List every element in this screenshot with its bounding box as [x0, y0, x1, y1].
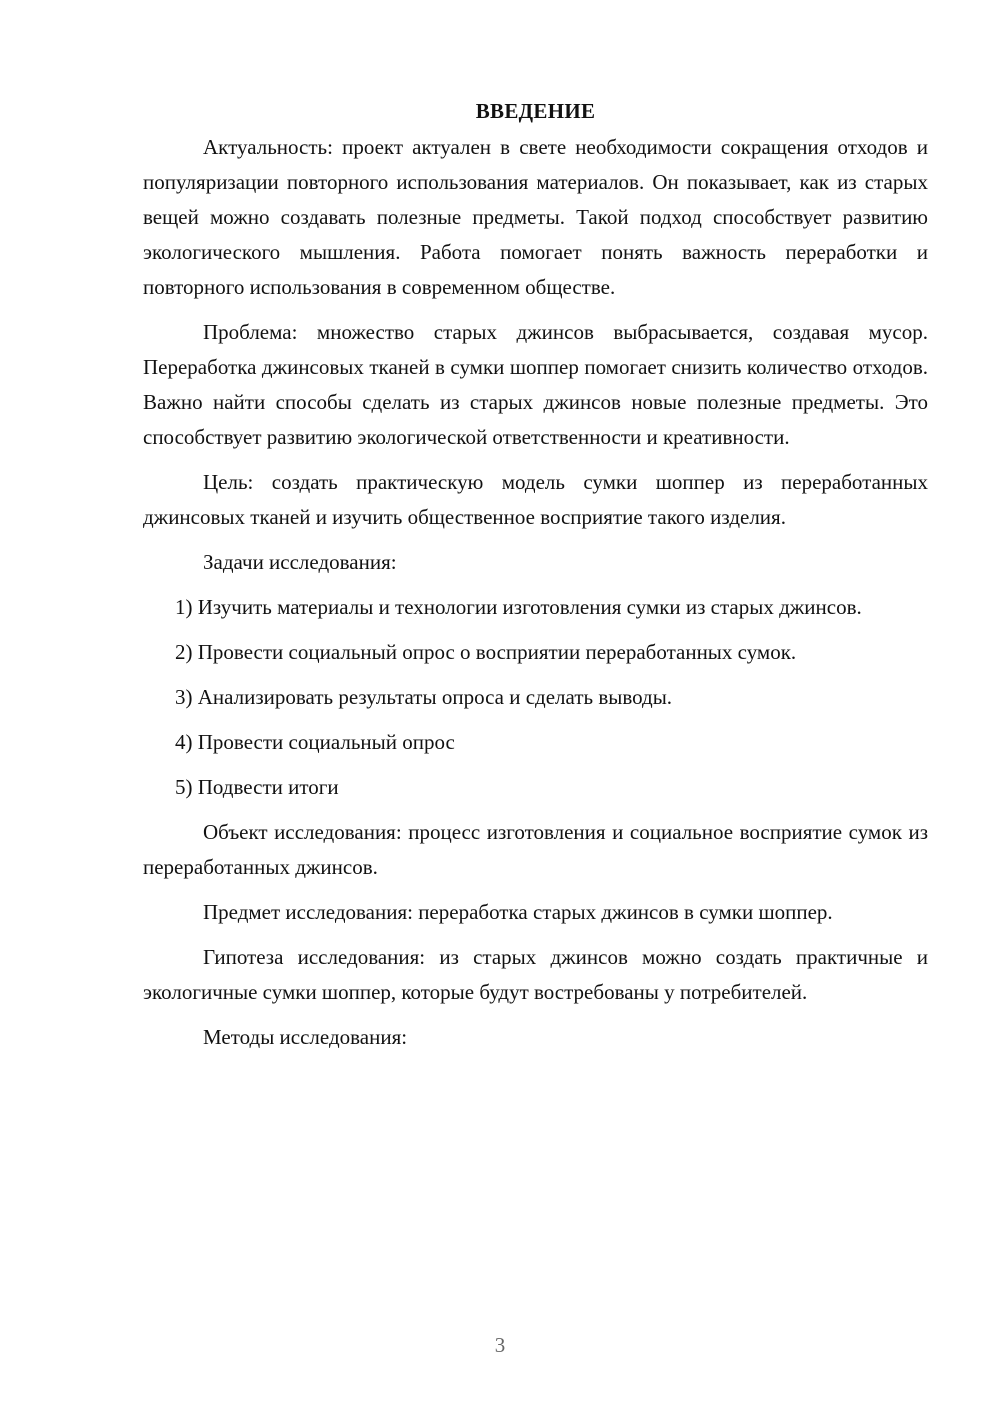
problem-paragraph: Проблема: множество старых джинсов выбрасывается, создавая мусор. Переработка джинсовых тканей в сумки шоппер помогает снизить количество отходов. Важно найти способы сделать из старых джинсов новые полезные предметы. Это способствует развитию экологической ответственности и креативности.: [143, 320, 928, 449]
section-title: ВВЕДЕНИЕ: [475, 99, 596, 123]
task-item-3: 3) Анализировать результаты опроса и сделать выводы.: [175, 685, 673, 709]
subject-paragraph: Предмет исследования: переработка старых джинсов в сумки шоппер.: [203, 900, 833, 924]
goal-paragraph: Цель: создать практическую модель сумки шоппер из переработанных джинсовых тканей и изучить общественное восприятие такого изделия.: [143, 470, 928, 529]
methods-heading: Методы исследования:: [203, 1025, 408, 1049]
relevance-paragraph: Актуальность: проект актуален в свете необходимости сокращения отходов и популяризации повторного использования материалов. Он показывает, как из старых вещей можно создавать полезные предметы. Такой подход способствует развитию экологического мышления. Работа помогает понять важность переработки и повторного использования в современном обществе.: [143, 135, 928, 299]
task-item-4: 4) Провести социальный опрос: [175, 730, 455, 754]
object-paragraph: Объект исследования: процесс изготовления и социальное восприятие сумок из переработанных джинсов.: [143, 820, 928, 879]
hypothesis-paragraph: Гипотеза исследования: из старых джинсов можно создать практичные и экологичные сумки шоппер, которые будут востребованы у потребителей.: [143, 945, 928, 1004]
page-number: 3: [494, 1333, 506, 1357]
task-item-5: 5) Подвести итоги: [175, 775, 339, 799]
task-item-2: 2) Провести социальный опрос о восприятии переработанных сумок.: [175, 640, 797, 664]
task-item-1: 1) Изучить материалы и технологии изготовления сумки из старых джинсов.: [175, 595, 862, 619]
document-page: [143, 96, 928, 1065]
tasks-heading: Задачи исследования:: [203, 550, 397, 574]
